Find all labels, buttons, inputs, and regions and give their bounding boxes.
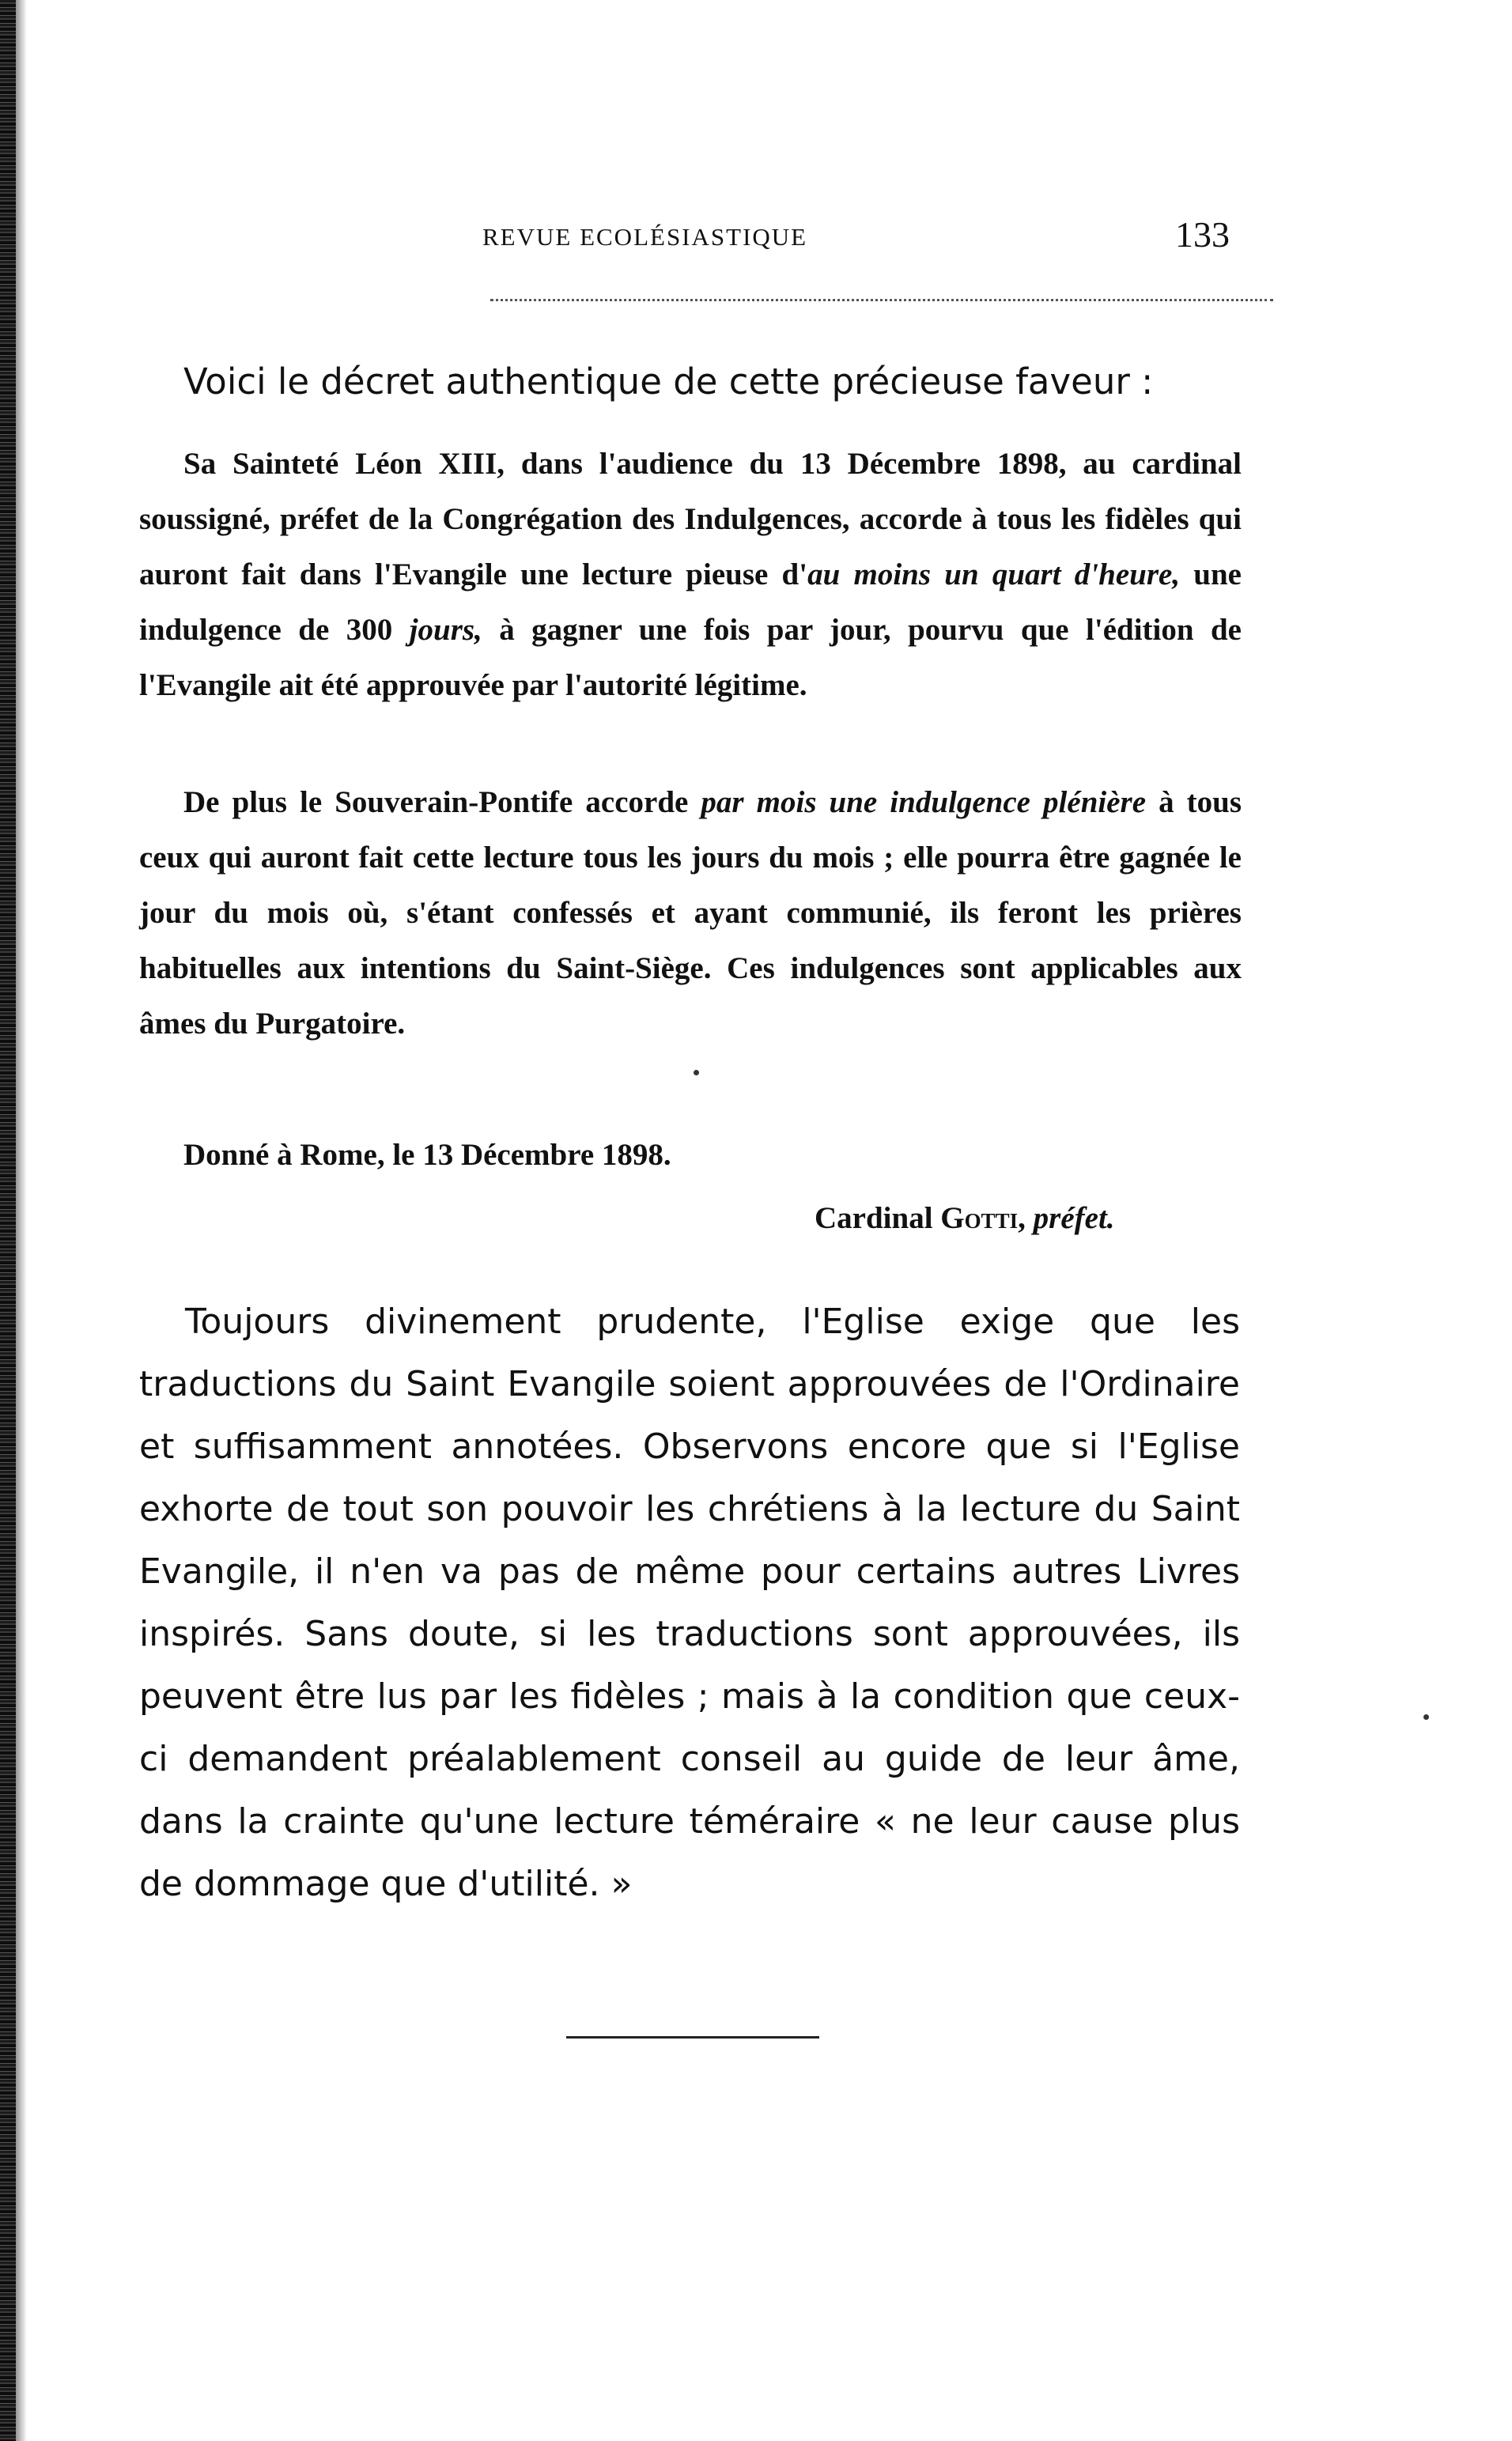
signature-title: Cardinal xyxy=(815,1201,933,1235)
decree-paragraph-1 xyxy=(139,436,1242,713)
decree-emphasis: au moins un quart d'heure, xyxy=(807,557,1181,591)
decree-text: à tous ceux qui auront fait cette lecture tous les jours du mois ; elle pourra être gagnée le jour du mois où, s'étant confessés et ayant communié, ils feront les prières habituelles aux intentions du Saint-Siège. Ces indulgences sont applicables aux âmes du Purgatoire. xyxy=(139,785,1242,1041)
running-title: REVUE ECOLÉSIASTIQUE xyxy=(482,223,808,251)
decree-text: De plus le Souverain-Pontife accorde xyxy=(183,785,701,819)
scan-speck xyxy=(694,1070,699,1075)
end-rule xyxy=(566,2036,819,2039)
decree-paragraph-2 xyxy=(139,775,1242,1052)
decree-emphasis: par mois une indulgence plénière xyxy=(701,785,1147,819)
decree-text: Sa Sainteté Léon XIII, dans l'audience du 13 Décembre 1898, au cardinal soussigné, préfet de la Congrégation des Indulgences, accorde à tous les fidèles qui auront fait dans l'Evangile une lecture pieuse d' xyxy=(139,447,1242,591)
scanned-binding-edge xyxy=(0,0,16,2441)
signature-name: Gotti, xyxy=(940,1201,1026,1235)
intro-line: Voici le décret authentique de cette précieuse faveur : xyxy=(183,361,1154,402)
decree-emphasis: jours, xyxy=(409,613,482,647)
commentary-paragraph xyxy=(139,1290,1240,1915)
binding-shadow xyxy=(16,0,27,2441)
decree-signature xyxy=(815,1200,1115,1236)
decree-text: une indulgence de 300 xyxy=(139,557,1242,647)
decree-date-line: Donné à Rome, le 13 Décembre 1898. xyxy=(183,1138,671,1172)
commentary-text: Toujours divinement prudente, l'Eglise exige que les traductions du Saint Evangile soient approuvées de l'Ordinaire et suffisamment annotées. Observons encore que si l'Eglise exhorte de tout son pouvoir les chrétiens à la lecture du Saint Evangile, il n'en va pas de même pour certains autres Livres inspirés. Sans doute, si les traductions sont approuvées, ils peuvent être lus par les fidèles ; mais à la condition que ceux-ci demandent préalablement conseil au guide de leur âme, dans la crainte qu'une lecture téméraire « ne leur cause plus de dommage que d'utilité. » xyxy=(139,1302,1240,1904)
signature-role: préfet. xyxy=(1033,1201,1115,1235)
header-rule xyxy=(490,299,1273,301)
decree-text: à gagner une fois par jour, pourvu que l'édition de l'Evangile ait été approuvée par l'autorité légitime. xyxy=(139,613,1242,702)
page-number: 133 xyxy=(1175,214,1230,255)
scan-speck xyxy=(1423,1714,1429,1720)
